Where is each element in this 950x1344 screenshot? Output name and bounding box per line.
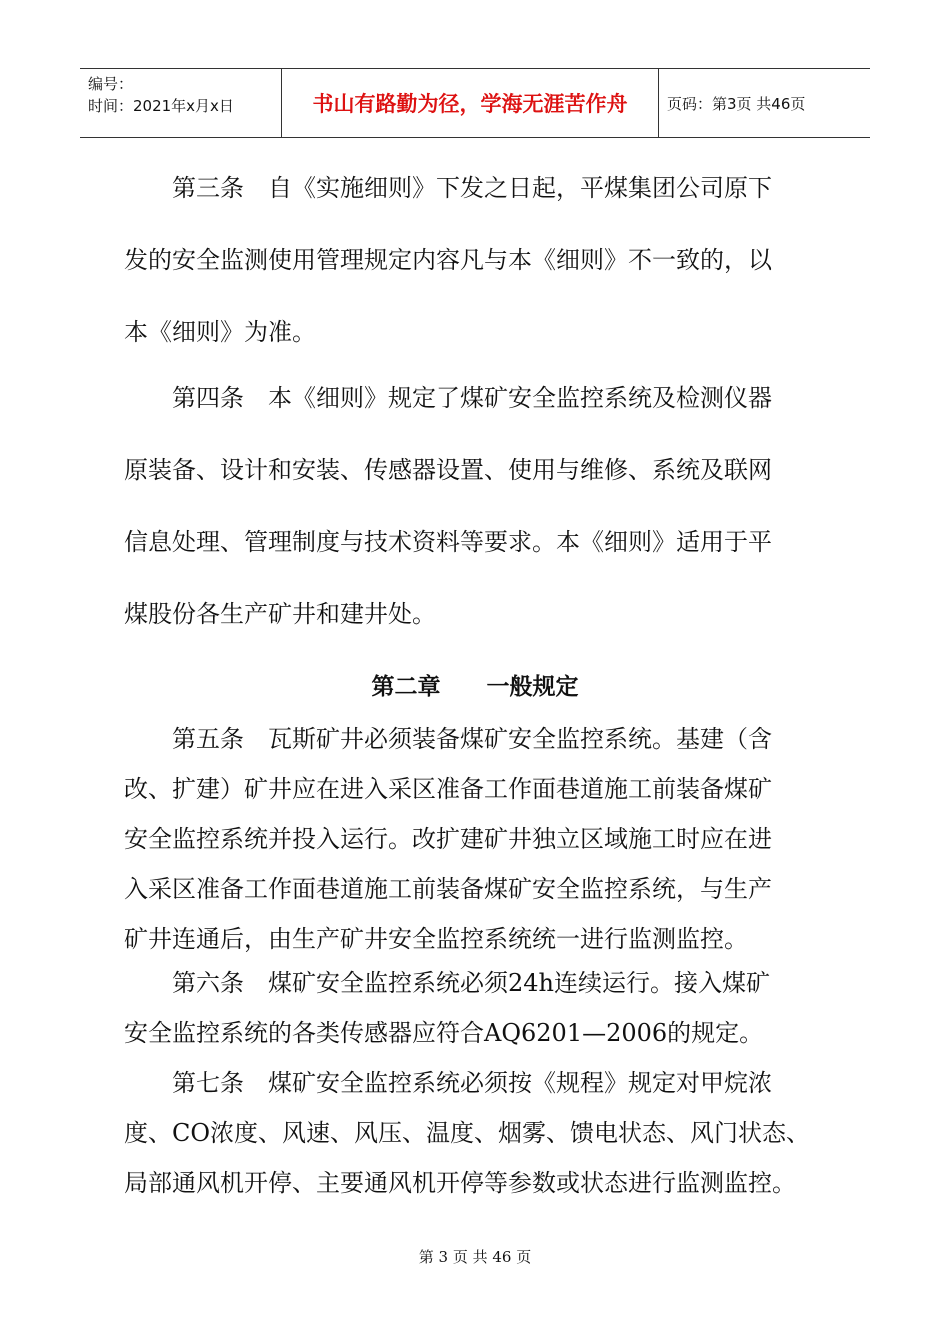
text-line: 信息处理、管理制度与技术资料等要求。本《细则》适用于平: [124, 528, 772, 556]
text-line: 第三条 自《实施细则》下发之日起，平煤集团公司原下: [124, 174, 772, 202]
text-line: 原装备、设计和安装、传感器设置、使用与维修、系统及联网: [124, 456, 772, 484]
text-line: 煤股份各生产矿井和建井处。: [124, 600, 436, 628]
text-line: 局部通风机开停、主要通风机开停等参数或状态进行监测监控。: [124, 1169, 796, 1197]
text-line: 发的安全监测使用管理规定内容凡与本《细则》不一致的，以: [124, 246, 772, 274]
time-label: 时间：2021年x月x日: [88, 97, 234, 115]
text-line: 第六条 煤矿安全监控系统必须24h连续运行。接入煤矿: [124, 969, 770, 997]
article-4: [124, 362, 834, 650]
article-3: [124, 152, 834, 368]
header-meta: [80, 69, 282, 137]
article-5: [124, 714, 834, 964]
text-line: 安全监控系统的各类传感器应符合AQ6201—2006的规定。: [124, 1019, 764, 1047]
text-line: 第五条 瓦斯矿井必须装备煤矿安全监控系统。基建（含: [124, 725, 772, 753]
article-7: [124, 1058, 834, 1208]
page-footer: 第 3 页 共 46 页: [418, 1248, 532, 1266]
text-line: 第七条 煤矿安全监控系统必须按《规程》规定对甲烷浓: [124, 1069, 772, 1097]
text-line: 度、CO浓度、风速、风压、温度、烟雾、馈电状态、风门状态、: [124, 1119, 811, 1147]
text-line: 改、扩建）矿井应在进入采区准备工作面巷道施工前装备煤矿: [124, 775, 772, 803]
number-label: 编号：: [88, 75, 134, 93]
text-line: 安全监控系统并投入运行。改扩建矿井独立区域施工时应在进: [124, 825, 772, 853]
chapter-heading: 第二章 一般规定: [371, 674, 579, 700]
text-line: 本《细则》为准。: [124, 318, 316, 346]
header-page-info: 页码：第3页 共46页: [667, 94, 806, 113]
text-line: 矿井连通后，由生产矿井安全监控系统统一进行监测监控。: [124, 925, 748, 953]
page-header: [80, 68, 870, 138]
header-motto: 书山有路勤为径，学海无涯苦作舟: [282, 69, 659, 137]
text-line: 第四条 本《细则》规定了煤矿安全监控系统及检测仪器: [124, 384, 772, 412]
text-line: 入采区准备工作面巷道施工前装备煤矿安全监控系统，与生产: [124, 875, 772, 903]
article-6: [124, 958, 834, 1058]
